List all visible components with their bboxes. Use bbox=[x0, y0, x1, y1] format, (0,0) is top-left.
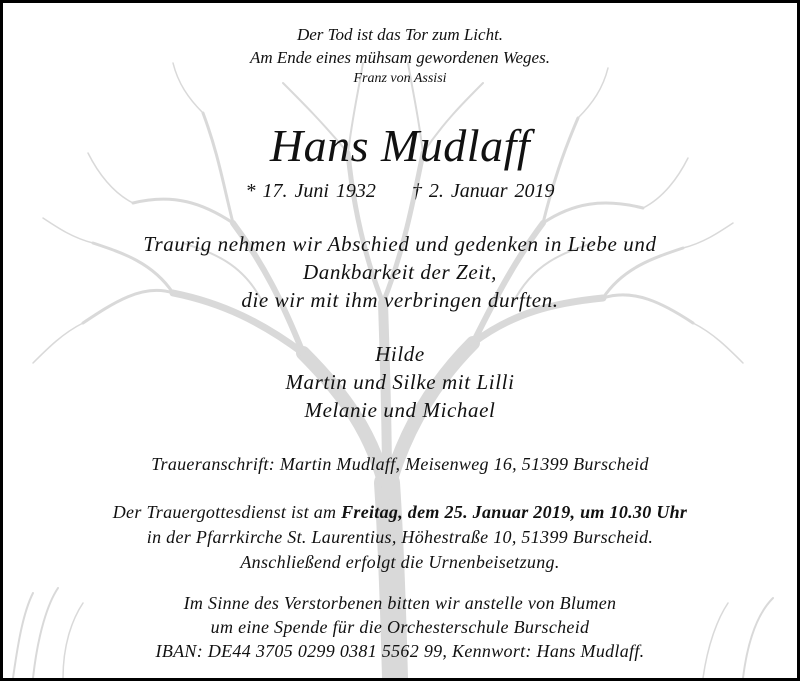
mourner-3: Melanie und Michael bbox=[304, 398, 496, 422]
donation-line-2: um eine Spende für die Orchesterschule Burscheid bbox=[210, 617, 590, 637]
birth-date: * 17. Juni 1932 bbox=[245, 180, 376, 202]
service-line-3: Anschließend erfolgt die Urnenbeisetzung. bbox=[240, 552, 560, 572]
message-line-3: die wir mit ihm verbringen durften. bbox=[241, 288, 559, 312]
service-line-2: in der Pfarrkirche St. Laurentius, Höhestraße 10, 51399 Burscheid. bbox=[146, 527, 654, 547]
deceased-name: Hans Mudlaff bbox=[269, 120, 531, 171]
death-date: † 2. Januar 2019 bbox=[411, 180, 555, 202]
service-line-1 bbox=[3, 502, 797, 523]
service-prefix: Der Trauergottesdienst ist am bbox=[112, 502, 342, 522]
donation-line-3: IBAN: DE44 3705 0299 0381 5562 99, Kennwort: Hans Mudlaff. bbox=[155, 641, 645, 661]
mourning-address: Traueranschrift: Martin Mudlaff, Meisenweg 16, 51399 Burscheid bbox=[151, 454, 649, 474]
message-line-2: Dankbarkeit der Zeit, bbox=[303, 260, 497, 284]
quote-author: Franz von Assisi bbox=[353, 71, 447, 86]
donation-line-1: Im Sinne des Verstorbenen bitten wir anstelle von Blumen bbox=[183, 593, 617, 613]
notice-content bbox=[3, 3, 797, 678]
quote-line-1: Der Tod ist das Tor zum Licht. bbox=[296, 25, 504, 44]
mourner-2: Martin und Silke mit Lilli bbox=[285, 370, 515, 394]
quote-line-2: Am Ende eines mühsam gewordenen Weges. bbox=[250, 48, 550, 67]
message-line-1: Traurig nehmen wir Abschied und gedenken in Liebe und bbox=[143, 232, 657, 256]
service-date: Freitag, dem 25. Januar 2019, um 10.30 Uhr bbox=[341, 502, 688, 522]
life-dates bbox=[3, 180, 797, 203]
mourner-1: Hilde bbox=[375, 342, 425, 366]
